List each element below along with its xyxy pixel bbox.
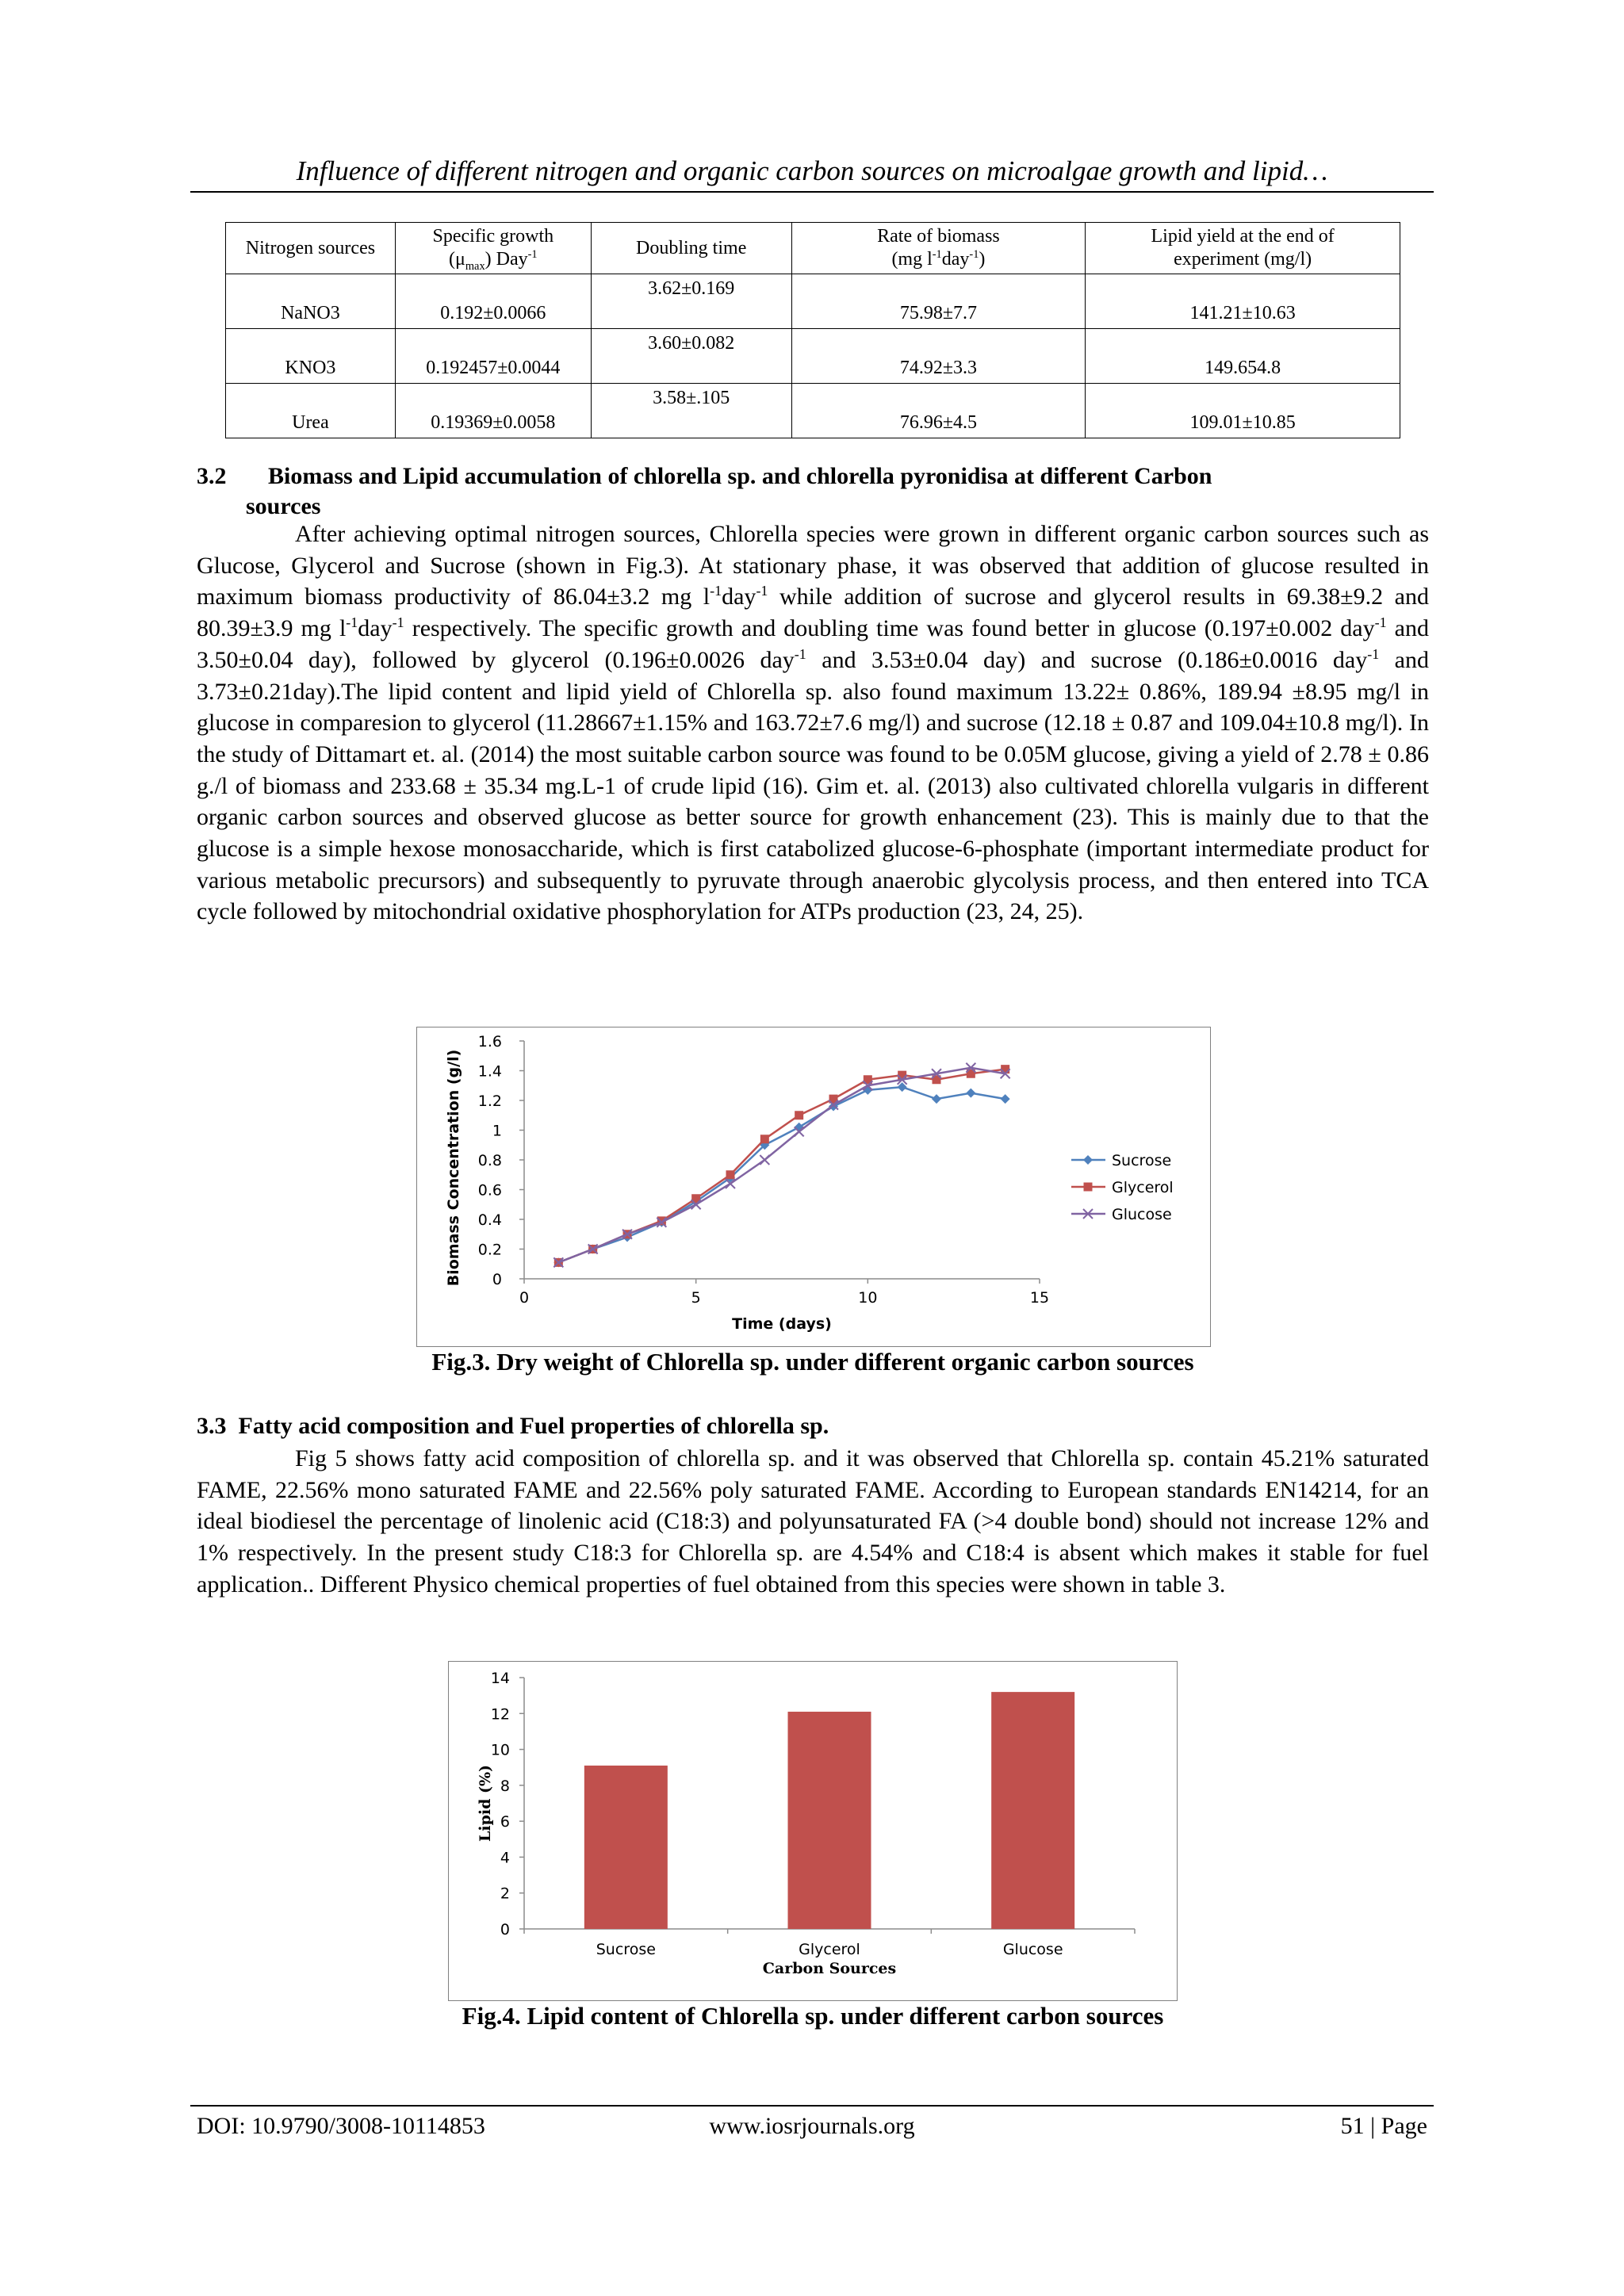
fig4-x-tick-label: Sucrose [596, 1941, 656, 1958]
fig4-bar-glycerol [788, 1712, 871, 1929]
cell-lipid: 149.654.8 [1086, 329, 1400, 384]
fig4-x-tick-label: Glucose [1002, 1941, 1063, 1958]
fig4-y-tick-label: 8 [500, 1777, 510, 1795]
fig3-legend-label: Sucrose [1112, 1152, 1172, 1169]
cell-lipid: 109.01±10.85 [1086, 384, 1400, 438]
cell-source: NaNO3 [226, 274, 396, 329]
header-doubling-time: Doubling time [591, 223, 791, 274]
section-3-2-heading [197, 461, 1429, 522]
para-3-3-text: Fig 5 shows fatty acid composition of chlorella sp. and it was observed that Chlorella sp. contain 45.21% saturated FAME, 22.56% mono saturated FAME and 22.56% poly saturated FAME. According to European standards EN14214, for an ideal biodiesel the percentage of linolenic acid (C18:3) and polyunsaturated FA (>4 double bond) should not increase 12% and 1% respectively. In the present study C18:3 for Chlorella sp. are 4.54% and C18:4 is absent which makes it stable for fuel application.. Different Physico chemical properties of fuel obtained from this species were shown in table 3. [197, 1445, 1429, 1598]
fig3-x-tick-label: 5 [691, 1289, 701, 1307]
fig3-data-point [1001, 1094, 1010, 1104]
fig4-bar-chart [449, 1662, 1177, 2000]
fig4-y-tick-label: 12 [490, 1705, 510, 1724]
header-specific-growth-line1: Specific growth [432, 226, 554, 247]
fig3-legend-marker [1083, 1155, 1093, 1165]
table-row [226, 329, 1400, 384]
fig4-y-tick-label: 4 [500, 1849, 510, 1867]
table-row [226, 384, 1400, 438]
fig4-y-tick-label: 14 [490, 1670, 510, 1687]
header-rate-unit-a: (mg l [891, 249, 933, 270]
para-3-2-text: and 3.50±0.04 day), followed by glycerol (0.196±0.0026 day [197, 615, 1429, 673]
fig3-x-tick-label: 15 [1029, 1289, 1050, 1307]
section-3-2-paragraph [197, 519, 1429, 928]
footer-url: www.iosrjournals.org [709, 2113, 915, 2139]
fig4-y-tick-label: 6 [500, 1813, 510, 1831]
cell-growth: 0.192±0.0066 [395, 274, 591, 329]
fig3-series-sucrose [553, 1082, 1171, 1267]
fig3-data-point [726, 1170, 735, 1179]
para-3-2-text: and 3.73±0.21day).The lipid content and lipid yield of Chlorella sp. also found maximum 13.22± 0.86%, 189.94 ±8.95 mg/l in glucose in comparesion to glycerol (11.28667±1.15% and 163.72±7.6 mg/l) and sucrose (12.18 ± 0.87 and 109.04±10.8 mg/l). In the study of Dittamart et. al. (2014) the most suitable carbon source was found to be 0.05M glucose, giving a yield of 2.78 ± 0.86 g./l of biomass and 233.68 ± 35.34 mg.L-1 of crude lipid (16). Gim et. al. (2013) also cultivated chlorella vulgaris in different organic carbon sources and observed glucose as better source for growth enhancement (23). This is mainly due to that the glucose is a simple hexose monosaccharide, which is first catabolized glucose-6-phosphate (important intermediate product for various metabolic precursors) and subsequently to pyruvate through anaerobic glycolysis process, and then entered into TCA cycle followed by mitochondrial oxidative phosphorylation for ATPs production (23, 24, 25). [197, 646, 1429, 925]
header-rate-sup2: -1 [969, 248, 979, 261]
header-lipid-line1: Lipid yield at the end of [1151, 226, 1335, 247]
fig3-data-point [795, 1111, 803, 1119]
fig3-y-tick-label: 1.6 [477, 1033, 502, 1050]
fig3-line-chart [417, 1027, 1210, 1346]
fig3-series-glycerol [554, 1065, 1174, 1267]
fig4-bar-sucrose [584, 1766, 668, 1929]
header-rate-line1: Rate of biomass [877, 226, 1000, 247]
fig3-legend-marker [1084, 1183, 1093, 1192]
cell-biomass: 74.92±3.3 [791, 329, 1086, 384]
header-day-sup: -1 [527, 248, 538, 261]
section-3-3-number: 3.3 [197, 1413, 227, 1439]
sup: -1 [1374, 614, 1387, 631]
cell-biomass: 76.96±4.5 [791, 384, 1086, 438]
header-lipid-line2: experiment (mg/l) [1174, 249, 1312, 270]
header-nitrogen-sources: Nitrogen sources [226, 223, 396, 274]
fig4-y-axis-title: Lipid (%) [477, 1764, 494, 1843]
fig4-bar-glucose [991, 1692, 1074, 1929]
fig3-x-axis-title: Time (days) [732, 1315, 832, 1333]
header-lipid-yield [1086, 223, 1400, 274]
cell-doubling: 3.60±0.082 [591, 329, 791, 384]
footer-rule [190, 2105, 1434, 2107]
footer-doi: DOI: 10.9790/3008-10114853 [197, 2113, 485, 2139]
fig3-series-glucose [553, 1063, 1171, 1268]
section-3-2-title-line1: Biomass and Lipid accumulation of chlorella sp. and chlorella pyronidisa at different Carbon [268, 463, 1212, 489]
sup: -1 [392, 614, 404, 631]
cell-doubling: 3.58±.105 [591, 384, 791, 438]
header-rate-sup1: -1 [932, 248, 942, 261]
fig3-y-tick-label: 1 [492, 1122, 502, 1140]
para-3-2-text: After achieving optimal nitrogen sources, Chlorella species were grown in different organic carbon sources such as Glucose, Glycerol and Sucrose (shown in Fig.3). At stationary phase, it was observed that addition of glucose resulted in maximum biomass productivity of 86.04±3.2 mg l [197, 521, 1429, 610]
para-3-2-text: respectively. The specific growth and doubling time was found better in glucose (0.197±0.002 day [404, 615, 1375, 642]
fig3-caption: Fig.3. Dry weight of Chlorella sp. under different organic carbon sources [431, 1348, 1194, 1376]
fig3-data-point [932, 1094, 941, 1104]
para-3-2-text: while addition of sucrose and glycerol results in 69.38±9.2 and 80.39±3.9 mg l [197, 584, 1429, 642]
header-rate-unit-b: day [941, 249, 970, 270]
sup: -1 [1367, 645, 1380, 662]
nitrogen-sources-table [225, 222, 1400, 438]
header-mu: (μ [449, 249, 465, 270]
para-3-2-text: day [722, 584, 756, 610]
para-3-2-text: day [358, 615, 393, 642]
running-header: Influence of different nitrogen and organic carbon sources on microalgae growth and lipid… [296, 155, 1328, 186]
header-specific-growth [395, 223, 591, 274]
fig3-y-tick-label: 0.4 [477, 1211, 502, 1229]
fig3-y-tick-label: 0.6 [477, 1181, 502, 1200]
fig4-y-tick-label: 0 [500, 1921, 510, 1938]
fig3-x-tick-label: 10 [858, 1289, 878, 1307]
header-mu-sub: max [465, 259, 485, 273]
header-rate-unit-c: ) [979, 249, 986, 270]
fig3-y-tick-label: 0.2 [477, 1241, 502, 1259]
fig3-x-tick-label: 0 [519, 1289, 530, 1307]
fig3-y-tick-label: 0.8 [477, 1152, 502, 1169]
cell-lipid: 141.21±10.63 [1086, 274, 1400, 329]
sup: -1 [346, 614, 358, 631]
sup: -1 [756, 583, 768, 599]
sup: -1 [710, 583, 722, 599]
section-3-2-number: 3.2 [197, 463, 227, 489]
table-row [226, 274, 1400, 329]
fig4-y-tick-label: 2 [500, 1885, 510, 1903]
fig3-data-point [760, 1155, 769, 1165]
cell-biomass: 75.98±7.7 [791, 274, 1086, 329]
fig3-legend-label: Glycerol [1112, 1179, 1174, 1196]
fig4-chart-frame [448, 1661, 1178, 2001]
fig4-x-tick-label: Glycerol [799, 1941, 860, 1958]
fig3-chart-frame [416, 1027, 1211, 1347]
fig3-y-tick-label: 0 [492, 1271, 502, 1288]
header-rate-of-biomass [791, 223, 1086, 274]
section-3-2-title-line2: sources [246, 493, 321, 519]
header-day: ) Day [485, 249, 528, 270]
fig4-y-tick-label: 10 [490, 1741, 510, 1759]
cell-source: Urea [226, 384, 396, 438]
fig3-y-tick-label: 1.2 [477, 1093, 502, 1110]
section-3-3-heading [197, 1411, 1429, 1441]
fig3-legend-label: Glucose [1112, 1206, 1172, 1223]
fig3-data-point [760, 1135, 769, 1143]
sup: -1 [794, 645, 806, 662]
para-3-2-text: and 3.53±0.04 day) and sucrose (0.186±0.0016 day [806, 646, 1368, 673]
fig3-y-axis-title: Biomass Concentration (g/l) [445, 1049, 462, 1287]
fig3-y-tick-label: 1.4 [477, 1062, 502, 1081]
header-rule [190, 191, 1434, 193]
section-3-3-title: Fatty acid composition and Fuel properties of chlorella sp. [238, 1413, 829, 1439]
fig4-caption: Fig.4. Lipid content of Chlorella sp. under different carbon sources [462, 2002, 1164, 2030]
section-3-3-paragraph [197, 1443, 1429, 1601]
footer-page-number: 51 | Page [1340, 2113, 1427, 2139]
cell-source: KNO3 [226, 329, 396, 384]
cell-growth: 0.19369±0.0058 [395, 384, 591, 438]
cell-growth: 0.192457±0.0044 [395, 329, 591, 384]
fig3-data-point [966, 1089, 975, 1098]
table-header-row [226, 223, 1400, 274]
cell-doubling: 3.62±0.169 [591, 274, 791, 329]
fig4-x-axis-title: Carbon Sources [762, 1960, 897, 1977]
